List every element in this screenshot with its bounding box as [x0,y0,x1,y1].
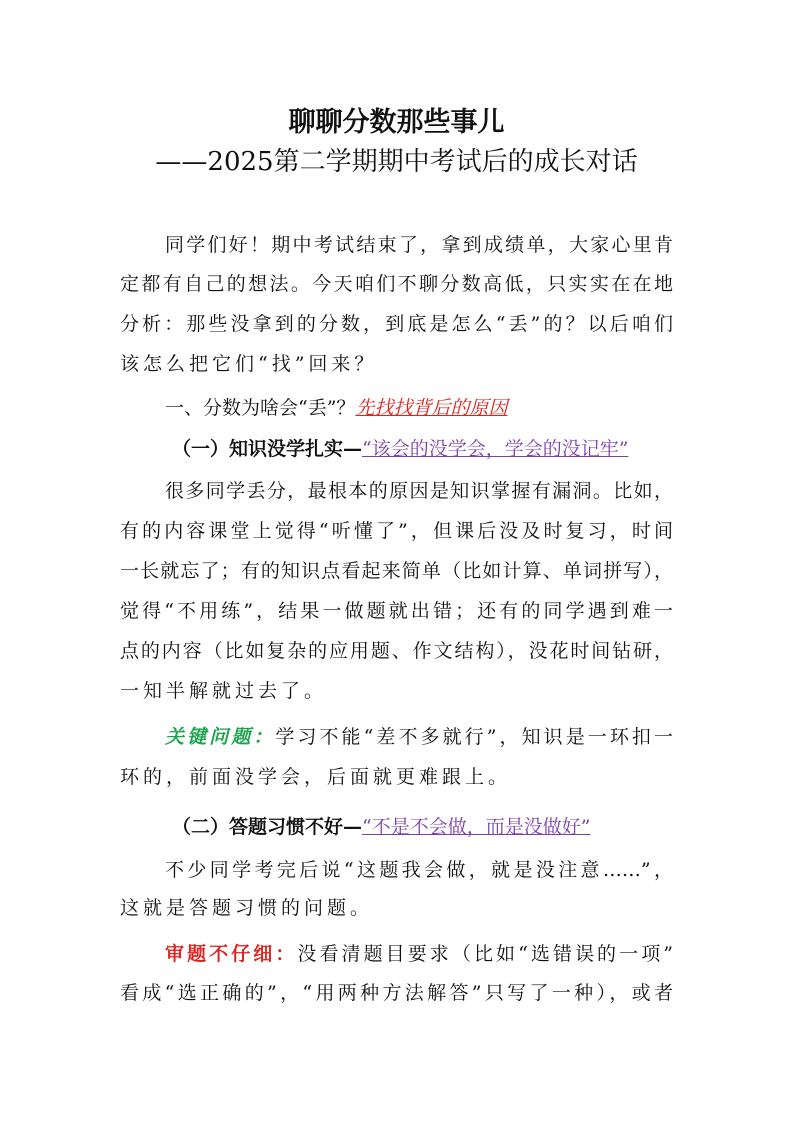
key-issue-label: 关键问题： [165,726,276,748]
subheading-label: （二）答题习惯不好— [172,816,363,838]
intro-line: 分析：那些没拿到的分数，到底是怎么“丢”的？以后咱们 [120,313,673,335]
para-line: 这就是答题习惯的问题。 [120,897,374,919]
key-issue-text: 学习不能“差不多就行”，知识是一环扣一 [275,726,673,748]
subheading-1 [172,436,725,462]
para-line: 点的内容（比如复杂的应用题、作文结构），没花时间钻研， [120,640,673,662]
para-line: 一知半解就过去了。 [120,680,328,702]
subheading-quote: “该会的没学会，学会的没记牢” [362,438,629,460]
careless-text: 没看清题目要求（比如“选错误的一项” [297,943,673,965]
careless-line [165,941,673,967]
para-line: 一长就忘了；有的知识点看起来简单（比如计算、单词拼写）， [120,560,673,582]
intro-line: 该怎么把它们“找”回来？ [120,353,378,375]
section-label: 一、分数为啥会“丢”？ [165,397,356,419]
para-line: 很多同学丢分，最根本的原因是知识掌握有漏洞。比如， [165,480,673,502]
subheading-2 [172,814,725,840]
subheading-label: （一）知识没学扎实— [172,438,363,460]
intro-line: 同学们好！期中考试结束了，拿到成绩单，大家心里肯 [165,234,673,256]
para-line: 看成“选正确的”，“用两种方法解答”只写了一种），或者 [120,982,673,1004]
careless-label: 审题不仔细： [165,943,298,965]
page-subtitle: ——2025第二学期期中考试后的成长对话 [155,147,638,177]
subheading-quote: “不是不会做，而是没做好” [362,816,591,838]
intro-line: 定都有自己的想法。今天咱们不聊分数高低，只实实在在地 [120,273,673,295]
page-title: 聊聊分数那些事儿 [288,107,505,138]
para-line: 不少同学考完后说“这题我会做，就是没注意……”， [165,859,673,881]
key-issue [165,724,673,750]
para-line: 觉得“不用练”，结果一做题就出错；还有的同学遇到难一 [120,600,673,622]
para-line: 环的，前面没学会，后面就更难跟上。 [120,766,512,788]
section-highlight: 先找找背后的原因 [355,397,508,419]
para-line: 有的内容课堂上觉得“听懂了”，但课后没及时复习，时间 [120,520,673,542]
section-heading [165,395,718,421]
